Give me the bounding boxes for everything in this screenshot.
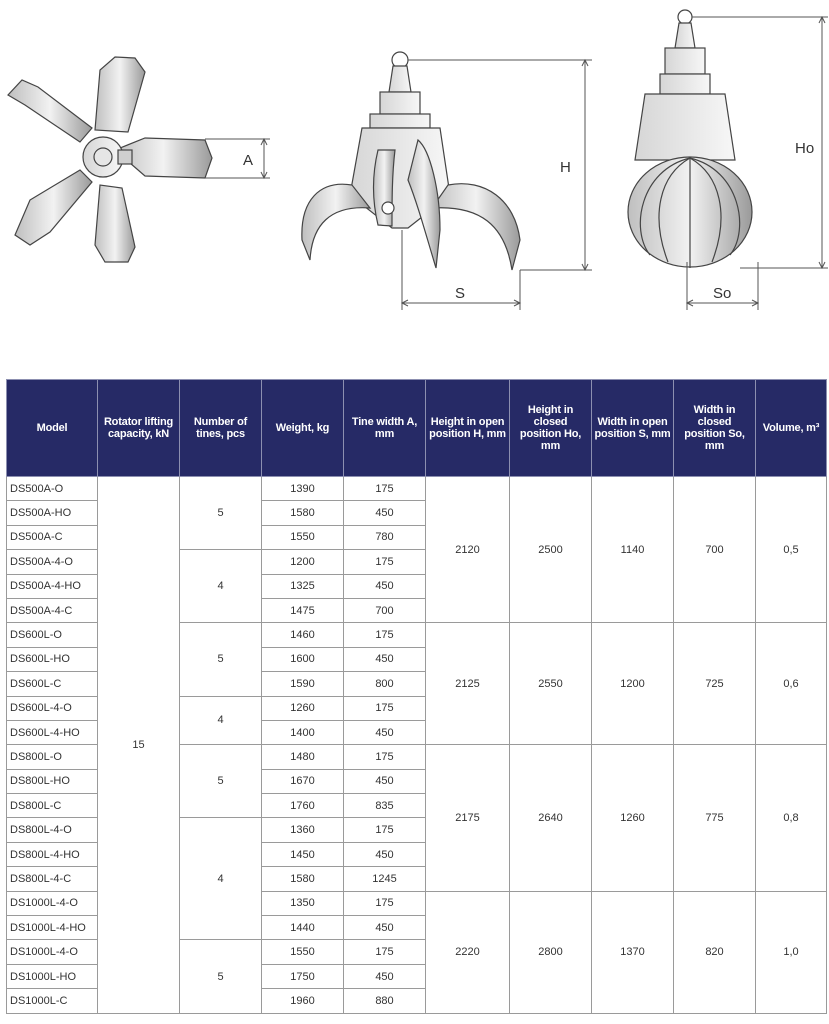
top-view-drawing	[8, 57, 212, 262]
header-tines: Number of tines, pcs	[180, 380, 262, 477]
tine-width-cell: 175	[344, 940, 426, 964]
tine-width-cell: 450	[344, 720, 426, 744]
tines-cell: 5	[180, 623, 262, 696]
header-width-closed: Width in closed position So, mm	[674, 380, 756, 477]
weight-cell: 1400	[262, 720, 344, 744]
open-grab-drawing	[302, 52, 520, 270]
height-open-cell: 2175	[426, 745, 510, 891]
width-open-cell: 1260	[592, 745, 674, 891]
height-open-cell: 2120	[426, 477, 510, 623]
tines-cell: 5	[180, 477, 262, 550]
header-height-closed: Height in closed position Ho, mm	[510, 380, 592, 477]
model-cell: DS1000L-4-O	[7, 940, 98, 964]
table-header-row	[7, 380, 827, 477]
header-model: Model	[7, 380, 98, 477]
tine-width-cell: 700	[344, 598, 426, 622]
tine-width-cell: 175	[344, 477, 426, 501]
model-cell: DS800L-C	[7, 794, 98, 818]
tine-width-cell: 450	[344, 647, 426, 671]
model-cell: DS500A-HO	[7, 501, 98, 525]
label-so: So	[713, 285, 732, 302]
grab-drawings	[0, 0, 829, 378]
weight-cell: 1260	[262, 696, 344, 720]
label-h: H	[560, 159, 571, 176]
model-cell: DS600L-C	[7, 672, 98, 696]
width-closed-cell: 775	[674, 745, 756, 891]
volume-cell: 0,5	[756, 477, 827, 623]
label-ho: Ho	[795, 140, 815, 157]
weight-cell: 1325	[262, 574, 344, 598]
weight-cell: 1670	[262, 769, 344, 793]
tine-width-cell: 175	[344, 550, 426, 574]
weight-cell: 1460	[262, 623, 344, 647]
volume-cell: 1,0	[756, 891, 827, 1013]
tines-cell: 5	[180, 745, 262, 818]
rotator-capacity-cell: 15	[98, 477, 180, 1014]
tine-width-cell: 175	[344, 891, 426, 915]
height-open-cell: 2220	[426, 891, 510, 1013]
tines-cell: 4	[180, 696, 262, 745]
dimension-a	[205, 139, 270, 178]
tine-width-cell: 780	[344, 525, 426, 549]
weight-cell: 1390	[262, 477, 344, 501]
header-rotator-capacity: Rotator lifting capacity, kN	[98, 380, 180, 477]
header-weight: Weight, kg	[262, 380, 344, 477]
weight-cell: 1440	[262, 916, 344, 940]
width-closed-cell: 820	[674, 891, 756, 1013]
model-cell: DS800L-4-O	[7, 818, 98, 842]
model-cell: DS800L-4-HO	[7, 842, 98, 866]
model-cell: DS600L-4-HO	[7, 720, 98, 744]
model-cell: DS600L-4-O	[7, 696, 98, 720]
height-closed-cell: 2640	[510, 745, 592, 891]
model-cell: DS500A-O	[7, 477, 98, 501]
tines-cell: 5	[180, 940, 262, 1013]
weight-cell: 1475	[262, 598, 344, 622]
tine-width-cell: 175	[344, 745, 426, 769]
header-tine-width: Tine width A, mm	[344, 380, 426, 477]
width-closed-cell: 725	[674, 623, 756, 745]
tine-width-cell: 175	[344, 696, 426, 720]
model-cell: DS1000L-HO	[7, 964, 98, 988]
height-closed-cell: 2800	[510, 891, 592, 1013]
tine-width-cell: 1245	[344, 867, 426, 891]
grab-specifications-table	[6, 379, 827, 1014]
tine-width-cell: 880	[344, 989, 426, 1013]
weight-cell: 1960	[262, 989, 344, 1013]
weight-cell: 1580	[262, 867, 344, 891]
tine-width-cell: 450	[344, 501, 426, 525]
model-cell: DS800L-HO	[7, 769, 98, 793]
tines-cell: 4	[180, 818, 262, 940]
weight-cell: 1590	[262, 672, 344, 696]
closed-grab-drawing	[628, 10, 752, 268]
weight-cell: 1480	[262, 745, 344, 769]
model-cell: DS1000L-4-O	[7, 891, 98, 915]
weight-cell: 1200	[262, 550, 344, 574]
width-open-cell: 1140	[592, 477, 674, 623]
model-cell: DS1000L-4-HO	[7, 916, 98, 940]
model-cell: DS500A-4-HO	[7, 574, 98, 598]
width-closed-cell: 700	[674, 477, 756, 623]
weight-cell: 1600	[262, 647, 344, 671]
weight-cell: 1550	[262, 940, 344, 964]
tine-width-cell: 175	[344, 623, 426, 647]
model-cell: DS600L-O	[7, 623, 98, 647]
model-cell: DS500A-4-C	[7, 598, 98, 622]
model-cell: DS800L-4-C	[7, 867, 98, 891]
weight-cell: 1350	[262, 891, 344, 915]
tine-width-cell: 800	[344, 672, 426, 696]
tine-width-cell: 175	[344, 818, 426, 842]
tine-width-cell: 835	[344, 794, 426, 818]
label-a: A	[243, 152, 254, 169]
model-cell: DS500A-C	[7, 525, 98, 549]
tine-width-cell: 450	[344, 916, 426, 940]
grab-diagram	[0, 0, 829, 378]
volume-cell: 0,8	[756, 745, 827, 891]
width-open-cell: 1370	[592, 891, 674, 1013]
model-cell: DS600L-HO	[7, 647, 98, 671]
width-open-cell: 1200	[592, 623, 674, 745]
height-closed-cell: 2550	[510, 623, 592, 745]
weight-cell: 1750	[262, 964, 344, 988]
model-cell: DS1000L-C	[7, 989, 98, 1013]
header-height-open: Height in open position H, mm	[426, 380, 510, 477]
volume-cell: 0,6	[756, 623, 827, 745]
table-body	[7, 477, 827, 1014]
header-width-open: Width in open position S, mm	[592, 380, 674, 477]
label-s: S	[455, 285, 466, 302]
header-volume: Volume, m³	[756, 380, 827, 477]
model-cell: DS500A-4-O	[7, 550, 98, 574]
tine-width-cell: 450	[344, 769, 426, 793]
tines-cell: 4	[180, 550, 262, 623]
weight-cell: 1360	[262, 818, 344, 842]
table-row	[7, 477, 827, 501]
weight-cell: 1760	[262, 794, 344, 818]
tine-width-cell: 450	[344, 964, 426, 988]
weight-cell: 1550	[262, 525, 344, 549]
height-open-cell: 2125	[426, 623, 510, 745]
height-closed-cell: 2500	[510, 477, 592, 623]
tine-width-cell: 450	[344, 574, 426, 598]
model-cell: DS800L-O	[7, 745, 98, 769]
tine-width-cell: 450	[344, 842, 426, 866]
weight-cell: 1450	[262, 842, 344, 866]
weight-cell: 1580	[262, 501, 344, 525]
